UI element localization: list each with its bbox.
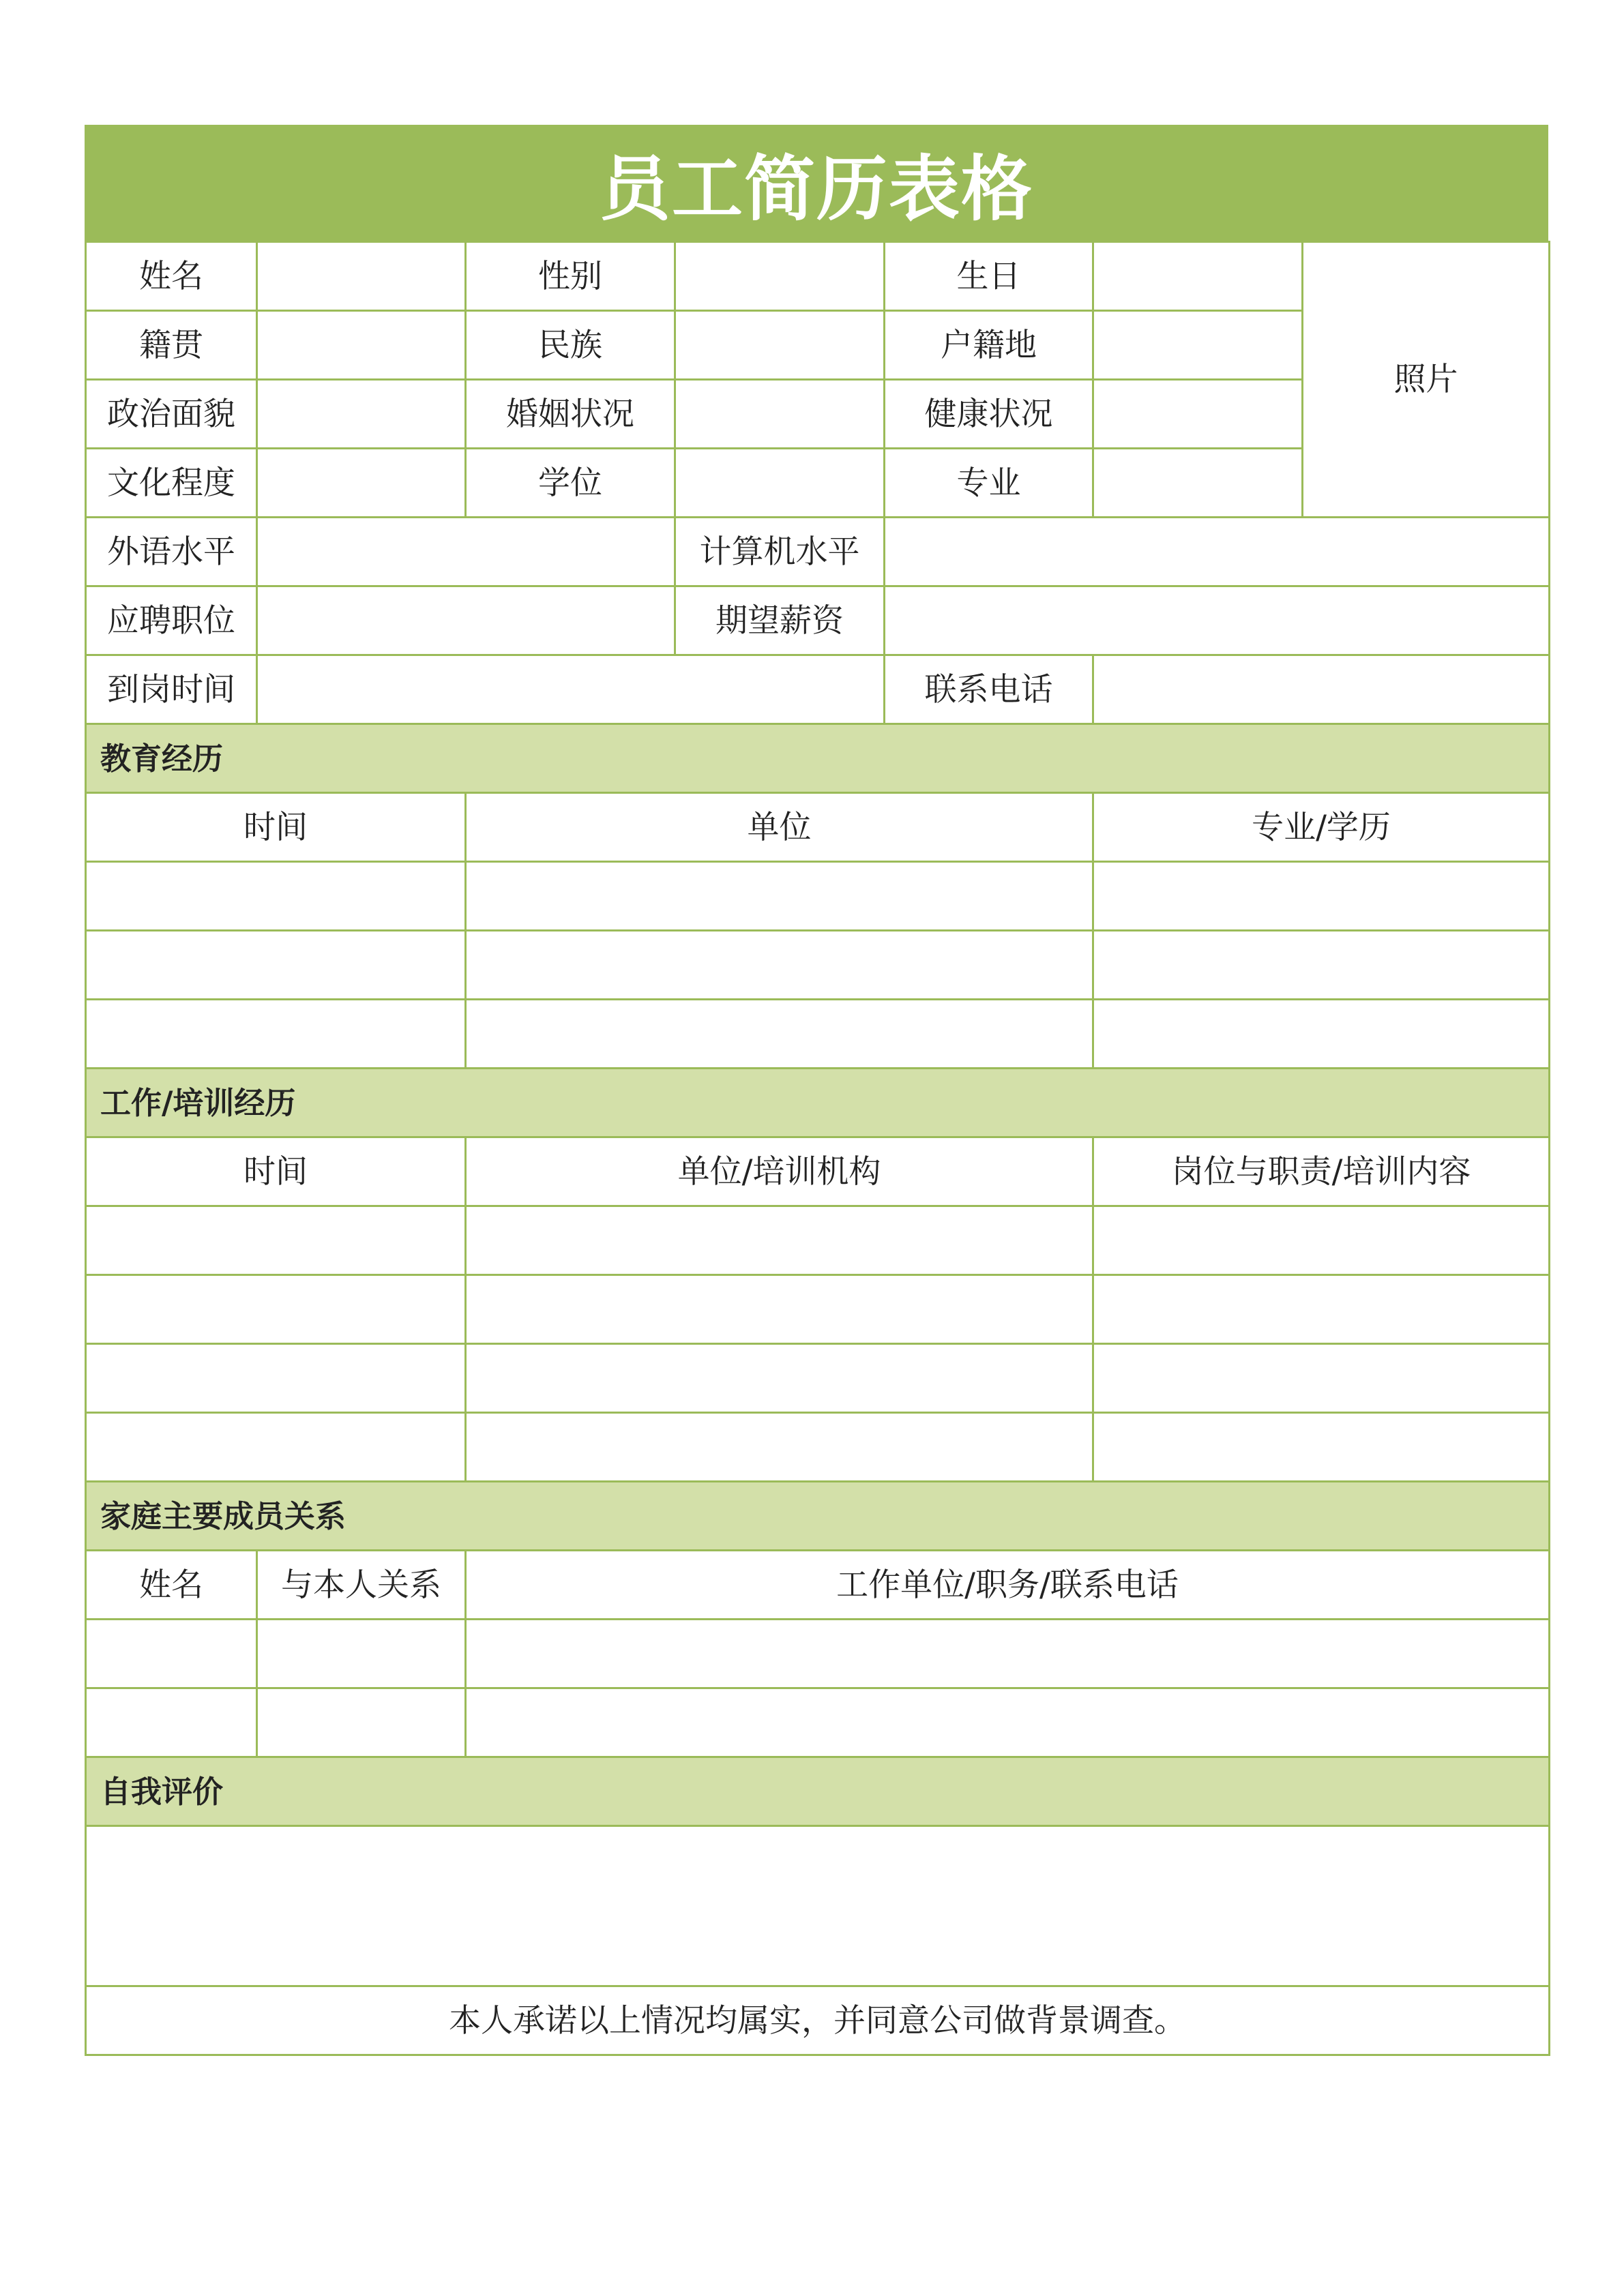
work-col-duty: 岗位与职责/培训内容 [1093,1137,1550,1206]
self-eval-section [86,1757,1550,1826]
work-unit-cell[interactable] [466,1275,1093,1344]
label-arrival: 到岗时间 [86,655,257,724]
education-header-row [86,793,1550,862]
field-health[interactable] [1093,380,1303,449]
field-gender[interactable] [675,242,885,311]
education-unit-cell[interactable] [466,1000,1093,1069]
family-row [86,1620,1550,1688]
label-foreign-language: 外语水平 [86,518,257,586]
work-row [86,1275,1550,1344]
field-foreign-language[interactable] [257,518,675,586]
field-salary[interactable] [885,586,1550,655]
label-gender: 性别 [466,242,675,311]
label-computer: 计算机水平 [675,518,885,586]
field-education-level[interactable] [257,449,466,518]
education-time-cell[interactable] [86,1000,466,1069]
basic-row-1 [86,242,1550,311]
label-phone: 联系电话 [885,655,1093,724]
field-arrival[interactable] [257,655,885,724]
work-row [86,1206,1550,1275]
self-eval-heading: 自我评价 [86,1757,1550,1826]
work-header-row [86,1137,1550,1206]
education-major-cell[interactable] [1093,1000,1550,1069]
family-work-cell[interactable] [466,1688,1550,1757]
education-row [86,931,1550,1000]
field-degree[interactable] [675,449,885,518]
family-name-cell[interactable] [86,1620,257,1688]
label-degree: 学位 [466,449,675,518]
resume-form [85,125,1548,2056]
work-section [86,1069,1550,1137]
work-duty-cell[interactable] [1093,1275,1550,1344]
education-major-cell[interactable] [1093,862,1550,931]
work-unit-cell[interactable] [466,1413,1093,1482]
label-ethnicity: 民族 [466,311,675,380]
photo-cell[interactable]: 照片 [1303,242,1550,518]
label-birthday: 生日 [885,242,1093,311]
label-education-level: 文化程度 [86,449,257,518]
form-title: 员工简历表格 [599,147,1033,230]
education-unit-cell[interactable] [466,931,1093,1000]
education-section [86,724,1550,793]
family-col-work: 工作单位/职务/联系电话 [466,1551,1550,1620]
work-unit-cell[interactable] [466,1206,1093,1275]
self-eval-row [86,1826,1550,1986]
field-major[interactable] [1093,449,1303,518]
field-marital[interactable] [675,380,885,449]
field-household[interactable] [1093,311,1303,380]
family-row [86,1688,1550,1757]
education-time-cell[interactable] [86,931,466,1000]
field-native-place[interactable] [257,311,466,380]
education-col-unit: 单位 [466,793,1093,862]
resume-table [85,241,1550,2056]
education-major-cell[interactable] [1093,931,1550,1000]
field-name[interactable] [257,242,466,311]
basic-row-6 [86,586,1550,655]
education-col-major: 专业/学历 [1093,793,1550,862]
family-col-name: 姓名 [86,1551,257,1620]
pledge-row [86,1986,1550,2055]
label-health: 健康状况 [885,380,1093,449]
field-birthday[interactable] [1093,242,1303,311]
education-unit-cell[interactable] [466,862,1093,931]
work-col-time: 时间 [86,1137,466,1206]
pledge-text: 本人承诺以上情况均属实，并同意公司做背景调查。 [86,1986,1550,2055]
label-native-place: 籍贯 [86,311,257,380]
family-relation-cell[interactable] [257,1620,466,1688]
label-salary: 期望薪资 [675,586,885,655]
self-eval-field[interactable] [86,1826,1550,1986]
work-time-cell[interactable] [86,1206,466,1275]
label-position: 应聘职位 [86,586,257,655]
field-computer[interactable] [885,518,1550,586]
work-duty-cell[interactable] [1093,1413,1550,1482]
work-unit-cell[interactable] [466,1344,1093,1413]
field-political[interactable] [257,380,466,449]
education-row [86,1000,1550,1069]
label-major: 专业 [885,449,1093,518]
family-work-cell[interactable] [466,1620,1550,1688]
work-time-cell[interactable] [86,1275,466,1344]
family-section [86,1482,1550,1551]
work-row [86,1344,1550,1413]
label-political: 政治面貌 [86,380,257,449]
field-ethnicity[interactable] [675,311,885,380]
field-phone[interactable] [1093,655,1550,724]
education-heading: 教育经历 [86,724,1550,793]
field-position[interactable] [257,586,675,655]
family-header-row [86,1551,1550,1620]
title-bar [85,125,1548,241]
family-name-cell[interactable] [86,1688,257,1757]
work-row [86,1413,1550,1482]
work-heading: 工作/培训经历 [86,1069,1550,1137]
family-col-relation: 与本人关系 [257,1551,466,1620]
label-household: 户籍地 [885,311,1093,380]
education-col-time: 时间 [86,793,466,862]
family-heading: 家庭主要成员关系 [86,1482,1550,1551]
label-name: 姓名 [86,242,257,311]
work-time-cell[interactable] [86,1344,466,1413]
basic-row-5 [86,518,1550,586]
work-duty-cell[interactable] [1093,1206,1550,1275]
work-time-cell[interactable] [86,1413,466,1482]
label-marital: 婚姻状况 [466,380,675,449]
education-time-cell[interactable] [86,862,466,931]
education-row [86,862,1550,931]
basic-row-7 [86,655,1550,724]
work-col-unit: 单位/培训机构 [466,1137,1093,1206]
work-duty-cell[interactable] [1093,1344,1550,1413]
family-relation-cell[interactable] [257,1688,466,1757]
